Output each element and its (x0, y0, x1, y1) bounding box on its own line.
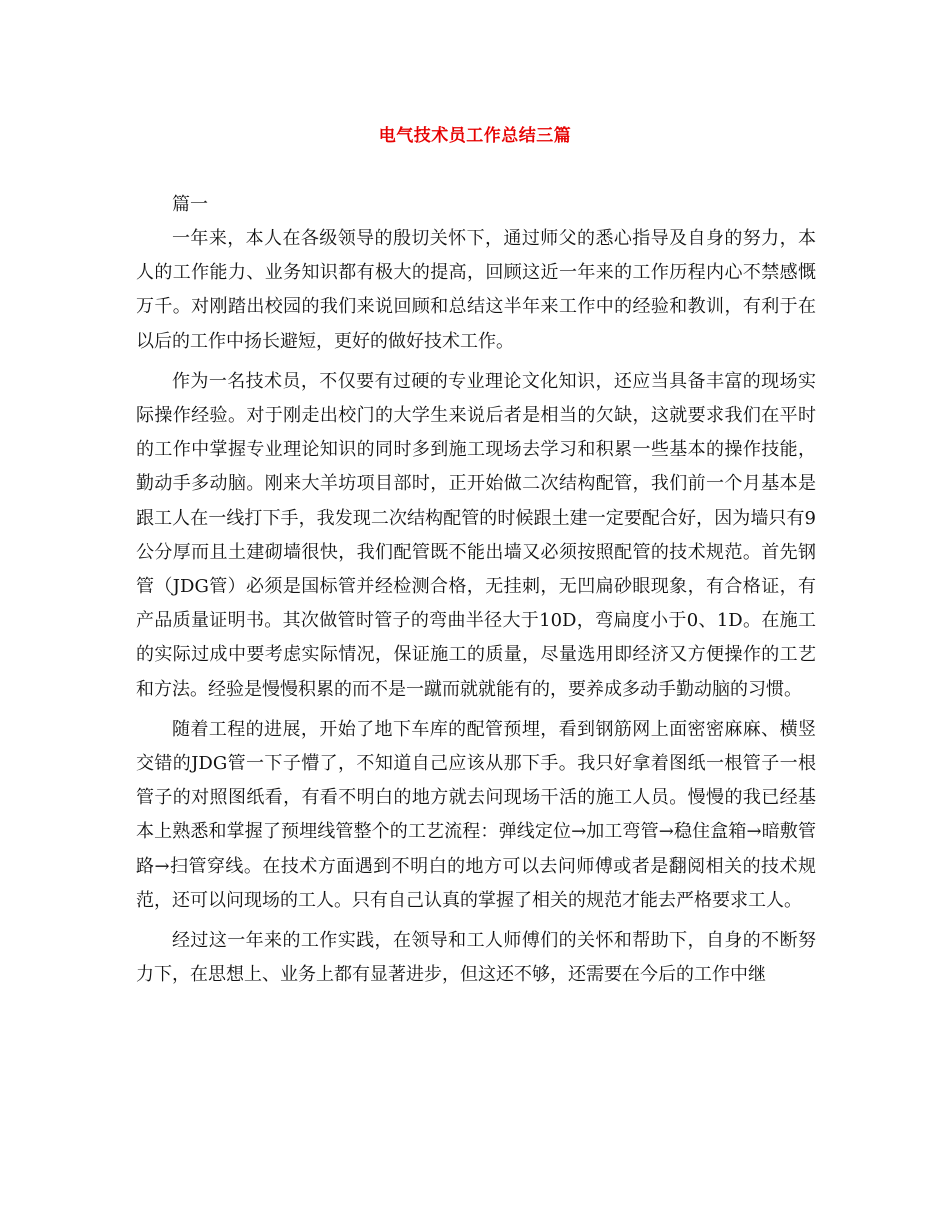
paragraph-4: 经过这一年来的工作实践，在领导和工人师傅们的关怀和帮助下，自身的不断努力下，在思想上、业务上都有显著进步，但这还不够，还需要在今后的工作中继 (136, 930, 816, 986)
paragraph-3: 随着工程的进展，开始了地下车库的配管预埋，看到钢筋网上面密密麻麻、横竖交错的JDG管一下子懵了，不知道自己应该从那下手。我只好拿着图纸一根管子一根管子的对照图纸看，有看不明白的地方就去问现场干活的施工人员。慢慢的我已经基本上熟悉和掌握了预埋线管整个的工艺流程：弹线定位→加工弯管→稳住盒箱→暗敷管路→扫管穿线。在技术方面遇到不明白的地方可以去问师傅或者是翻阅相关的技术规范，还可以问现场的工人。只有自己认真的掌握了相关的规范才能去严格要求工人。 (136, 718, 816, 911)
document-title: 电气技术员工作总结三篇 (378, 126, 572, 146)
paragraph-2: 作为一名技术员，不仅要有过硬的专业理论文化知识，还应当具备丰富的现场实际操作经验。对于刚走出校门的大学生来说后者是相当的欠缺，这就要求我们在平时的工作中掌握专业理论知识的同时多到施工现场去学习和积累一些基本的操作技能，勤动手多动脑。刚来大羊坊项目部时，正开始做二次结构配管，我们前一个月基本是跟工人在一线打下手，我发现二次结构配管的时候跟土建一定要配合好，因为墙只有9公分厚而且土建砌墙很快，我们配管既不能出墙又必须按照配管的技术规范。首先钢管（JDG管）必须是国标管并经检测合格，无挂刺，无凹扁砂眼现象，有合格证，有产品质量证明书。其次做管时管子的弯曲半径大于10D，弯扁度小于0、1D。在施工的实际过成中要考虑实际情况，保证施工的质量，尽量选用即经济又方便操作的工艺和方法。经验是慢慢积累的而不是一蹴而就就能有的，要养成多动手勤动脑的习惯。 (136, 370, 816, 700)
paragraph-1: 一年来，本人在各级领导的殷切关怀下，通过师父的悉心指导及自身的努力，本人的工作能力、业务知识都有极大的提高，回顾这近一年来的工作历程内心不禁感慨万千。对刚踏出校园的我们来说回顾和总结这半年来工作中的经验和教训，有利于在以后的工作中扬长避短，更好的做好技术工作。 (136, 228, 816, 352)
document-body (136, 188, 816, 992)
section-heading: 篇一 (172, 194, 208, 215)
